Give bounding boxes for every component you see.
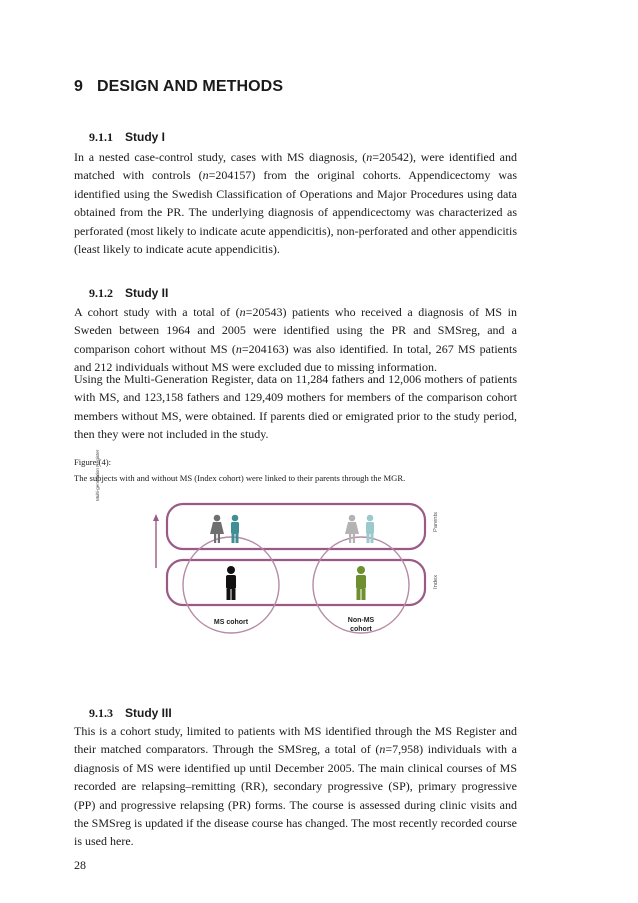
study-1-paragraph: In a nested case-control study, cases with MS diagnosis, (n=20542), were identified and matched with controls (n=204157) from the original cohorts. Appendicectomy was identified using the Swedish Classification of Operations and Major Procedures using data obtained from the PR. The underlying diagnosis of appendicectomy was characterized as perforated (most likely to indicate acute appendicitis), non-perforated and other appendicitis (least likely to indicate acute appendicitis). [74, 150, 518, 257]
section-number: 9.1.3 [89, 706, 113, 720]
chapter-heading [74, 78, 283, 96]
section-title: Study I [125, 130, 166, 144]
index-person-non-ms-icon [356, 566, 366, 600]
non-ms-cohort-label-line2: cohort [350, 626, 372, 633]
male-parent-icon [231, 515, 239, 543]
section-number: 9.1.1 [89, 130, 113, 144]
non-ms-cohort-label-line1: Non-MS [347, 617, 375, 624]
arrow-up-icon [153, 514, 159, 521]
index-row-frame [167, 560, 425, 605]
parents-row-frame [167, 504, 425, 549]
section-title: Study II [125, 286, 169, 300]
section-title: Study III [125, 706, 172, 720]
figure-caption: The subjects with and without MS (Index cohort) were linked to their parents through the MGR. [74, 473, 406, 483]
index-person-ms-icon [226, 566, 236, 600]
study-2-paragraph-1: A cohort study with a total of (n=20543) patients who received a diagnosis of MS in Sweden between 1964 and 2005 were identified using the PR and SMSreg, and a comparison cohort without MS (n=204163) was also identified. In total, 267 MS patients and 212 individuals without MS were excluded due to missing information. [74, 305, 517, 375]
mgr-axis-label: Multi-generation Register [95, 449, 100, 501]
figure-label: Figure (4): [74, 457, 111, 467]
parents-row-label: Parents [433, 512, 439, 532]
page-number: 28 [74, 858, 86, 872]
section-heading-study-1 [89, 130, 165, 145]
chapter-number: 9 [74, 78, 83, 95]
section-heading-study-3 [89, 706, 172, 721]
index-row-label: Index [433, 574, 439, 589]
chapter-title: DESIGN AND METHODS [97, 78, 284, 95]
section-heading-study-2 [89, 286, 168, 301]
study-2-paragraph-2: Using the Multi-Generation Register, data on 11,284 fathers and 12,006 mothers of patients with MS, and 123,158 fathers and 129,409 mothers for members of the comparison cohort members without MS, were obtained. If parents died or emigrated prior to the study period, then they were not included in the study. [74, 372, 517, 442]
ms-cohort-label: MS cohort [213, 619, 249, 626]
study-3-paragraph: This is a cohort study, limited to patients with MS identified through the MS Register and their matched comparators. Through the SMSreg, a total of (n=7,958) individuals with a diagnosis of MS were identified up until December 2005. The main clinical courses of MS recorded are relapsing–remitting (RR), secondary progressive (SP), primary progressive (PP) and progressive relapsing (PR) forms. The course is assessed during clinic visits and the SMSreg is updated if the disease course has changed. The most recently recorded course is used here. [74, 724, 517, 849]
male-parent-icon [366, 515, 374, 543]
section-number: 9.1.2 [89, 286, 113, 300]
